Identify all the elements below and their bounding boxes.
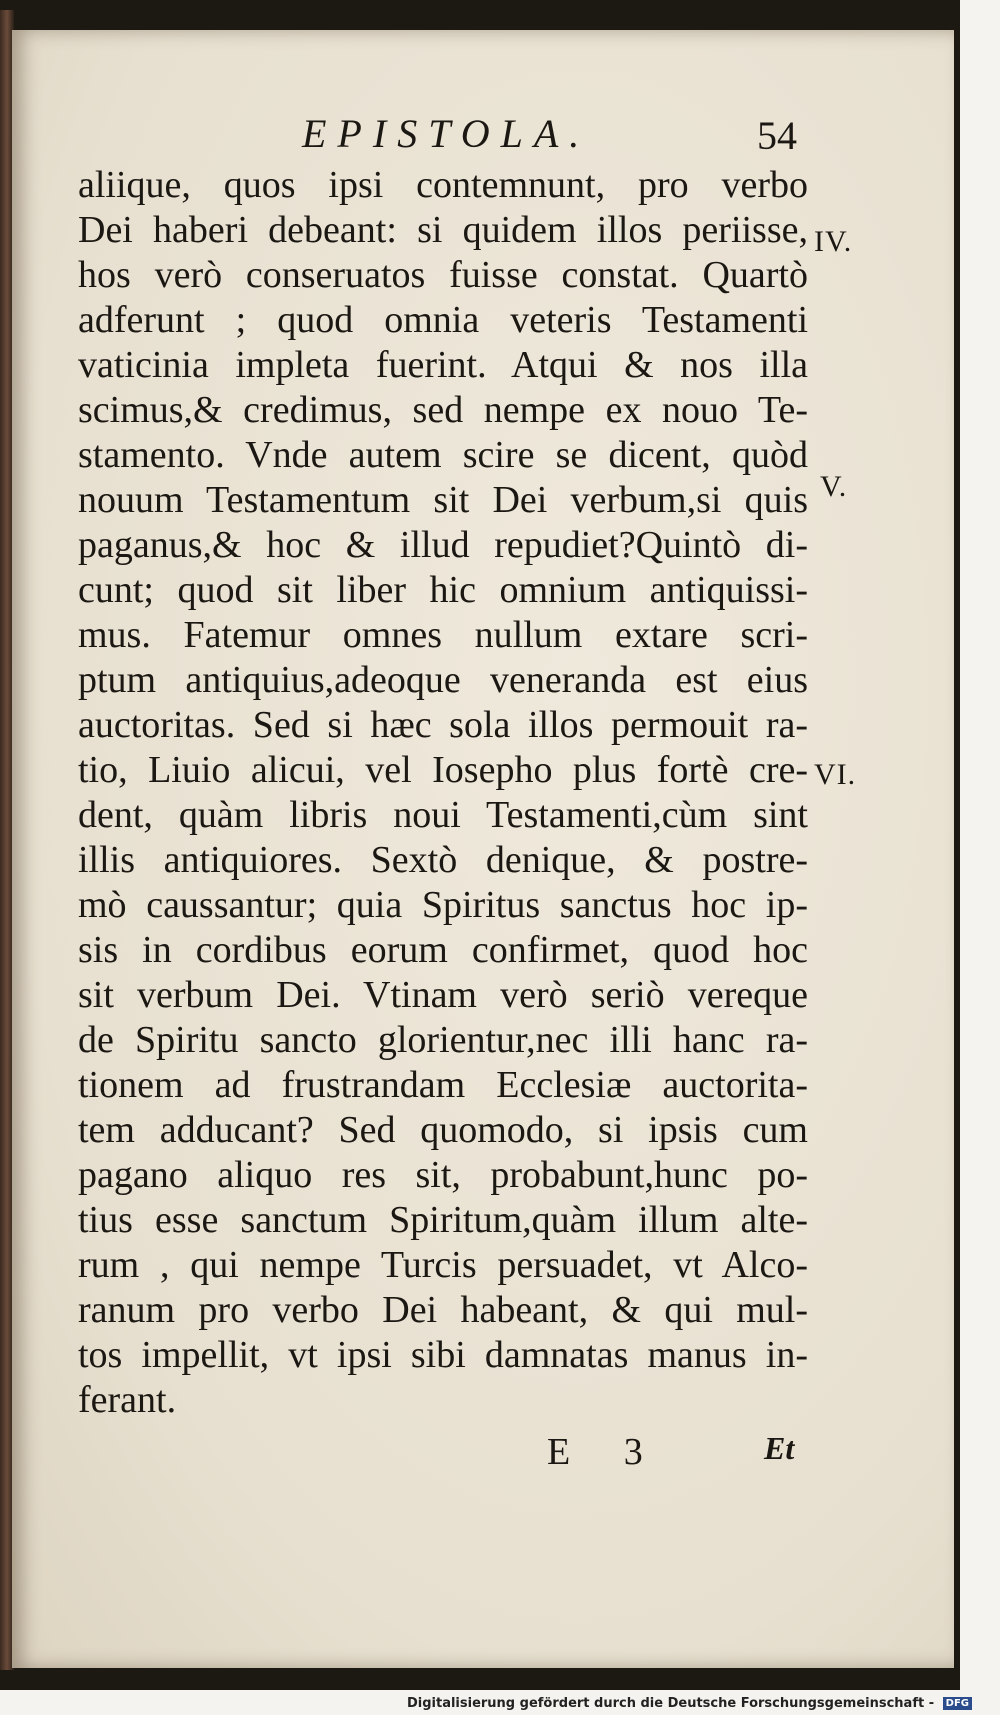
text-line: ptum antiquius,adeoque veneranda est eius	[78, 659, 808, 701]
text-line: stamento. Vnde autem scire se dicent, quòd	[78, 434, 808, 476]
text-line: tionem ad frustrandam Ecclesiæ auctorita-	[78, 1064, 808, 1106]
text-line: auctoritas. Sed si hæc sola illos permouit ra-	[78, 704, 808, 746]
margin-note-v: V.	[820, 470, 848, 503]
text-line: ferant.	[78, 1379, 177, 1421]
text-line: illis antiquiores. Sextò denique, & postre-	[78, 839, 808, 881]
text-line: tius esse sanctum Spiritum,quàm illum alte-	[78, 1199, 808, 1241]
text-line: de Spiritu sancto glorientur,nec illi hanc ra-	[78, 1019, 808, 1061]
page-number: 54	[757, 113, 797, 158]
text-line: tos impellit, vt ipsi sibi damnatas manus in-	[78, 1334, 808, 1376]
text-line: aliique, quos ipsi contemnunt, pro verbo	[78, 164, 808, 206]
credit-text: Digitalisierung gefördert durch die Deutsche Forschungsgemeinschaft -	[406, 1696, 935, 1711]
text-line: adferunt ; quod omnia veteris Testamenti	[78, 299, 808, 341]
signature-mark: E 3	[547, 1431, 665, 1473]
catchword: Et	[764, 1430, 795, 1466]
text-line: mus. Fatemur omnes nullum extare scri-	[78, 614, 808, 656]
digitization-credit	[407, 1696, 972, 1711]
text-line: rum , qui nempe Turcis persuadet, vt Alco-	[78, 1244, 808, 1286]
text-line: pagano aliquo res sit, probabunt,hunc po-	[78, 1154, 808, 1196]
running-head	[12, 110, 954, 160]
book-page	[12, 30, 954, 1668]
text-line: scimus,& credimus, sed nempe ex nouo Te-	[78, 389, 808, 431]
text-line: nouum Testamentum sit Dei verbum,si quis	[78, 479, 808, 521]
dfg-logo: DFG	[943, 1697, 972, 1710]
text-line: tem adducant? Sed quomodo, si ipsis cum	[78, 1109, 808, 1151]
margin-note-vi: VI.	[814, 758, 857, 791]
text-line: sit verbum Dei. Vtinam verò seriò vereque	[78, 974, 808, 1016]
text-line: Dei haberi debeant: si quidem illos periisse,	[78, 209, 808, 251]
text-line: sis in cordibus eorum confirmet, quod hoc	[78, 929, 808, 971]
text-line: cunt; quod sit liber hic omnium antiquissi-	[78, 569, 808, 611]
text-line: ranum pro verbo Dei habeant, & qui mul-	[78, 1289, 808, 1331]
running-title: EPISTOLA.	[302, 111, 591, 156]
text-line: paganus,& hoc & illud repudiet?Quintò di-	[78, 524, 808, 566]
body-text	[78, 163, 808, 1423]
text-line: mò caussantur; quia Spiritus sanctus hoc ip-	[78, 884, 808, 926]
margin-note-iv: IV.	[814, 225, 853, 258]
text-line: vaticinia impleta fuerint. Atqui & nos illa	[78, 344, 808, 386]
text-line: tio, Liuio alicui, vel Iosepho plus fortè cre-	[78, 749, 808, 791]
text-line: dent, quàm libris noui Testamenti,cùm sint	[78, 794, 808, 836]
text-line: hos verò conseruatos fuisse constat. Quartò	[78, 254, 808, 296]
